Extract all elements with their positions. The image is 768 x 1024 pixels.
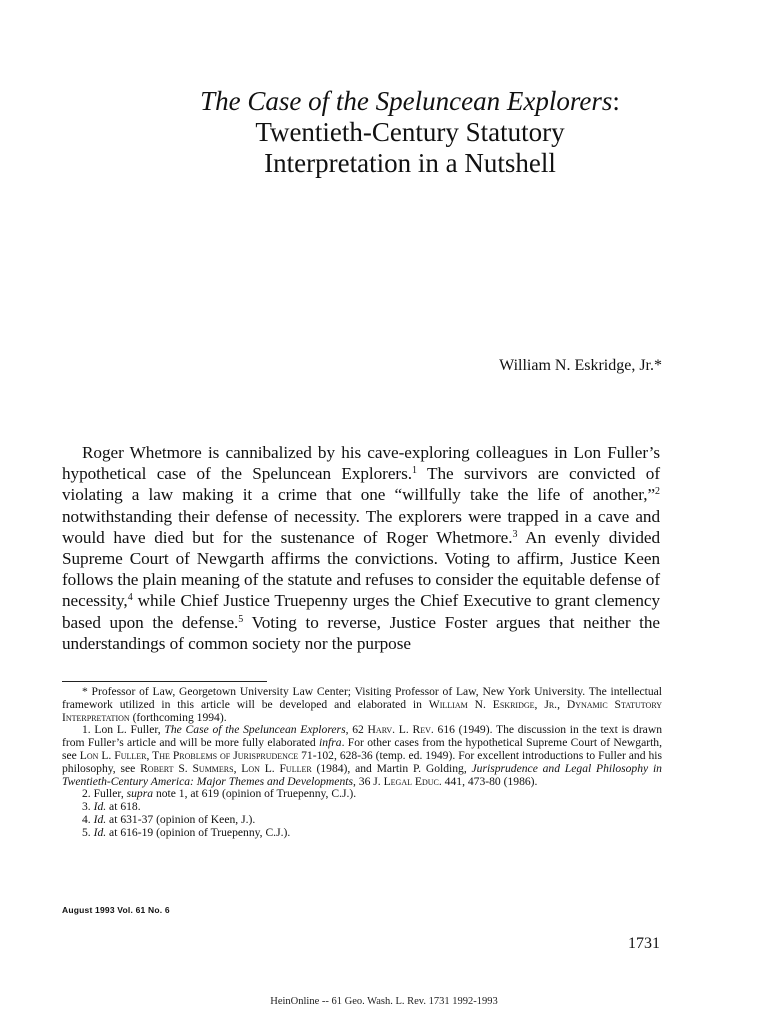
footnote-ref[interactable]: 1 xyxy=(412,465,417,477)
body-paragraph: Roger Whetmore is cannibalized by his cave-exploring colleagues in Lon Fuller’s hypothetical case of the Speluncean Explorers.$^1$ The survivors are convicted of violating a law making it a crime that one “willfully take the life of another,”$^2$ notwithstanding their defense of necessity. The explorers were trapped in a cave and would have died but for the sustenance of Roger Whetmore.$^3$ An evenly divided Supreme Court of Newgarth affirms the convictions. Voting to affirm, Justice Keen follows the plain meaning of the statute and refuses to consider the equitable defense of necessity,$^4$ while Chief Justice Truepenny urges the Chief Executive to grant clemency based upon the defense.$^5$ Voting to reverse, Justice Foster argues that neither the understandings of common society nor the purpose xyxy=(62,443,661,653)
page-number: 1731 xyxy=(628,935,660,952)
issue-info: August 1993 Vol. 61 No. 6 xyxy=(62,905,170,915)
title-line-1: The Case of the Speluncean Explorers: xyxy=(200,86,620,116)
article-title xyxy=(150,86,670,179)
footnote-1: 1. Lon L. Fuller, The Case of the Speluncean Explorers, 62 Harv. L. Rev. 616 (1949). The discussion in the text is drawn from Fuller’s article and will be more fully elaborated infra. For other cases from the hypothetical Supreme Court of Newgarth, see Lon L. Fuller, The Problems of Jurisprudence 71-102, 628-36 (temp. ed. 1949). For excellent introductions to Fuller and his philosophy, see Robert S. Summers, Lon L. Fuller (1984), and Martin P. Golding, Jurisprudence and Legal Philosophy in Twentieth-Century America: Major Themes and Developments, 36 J. Legal Educ. 441, 473-80 (1986). xyxy=(62,723,663,788)
footnote-ref[interactable]: 5 xyxy=(238,613,244,625)
title-line-2: Twentieth-Century Statutory xyxy=(255,117,565,147)
author-name: William N. Eskridge, Jr.* xyxy=(499,357,662,374)
footnote-ref[interactable]: 3 xyxy=(512,528,518,540)
article-body xyxy=(62,442,660,654)
footnote-star: * Professor of Law, Georgetown University Law Center; Visiting Professor of Law, New York University. The intellectual framework utilized in this article will be developed and elaborated in William N. Eskridge, Jr., Dynamic Statutory Interpretation (forthcoming 1994). xyxy=(62,685,662,724)
footnote-2: 2. Fuller, supra note 1, at 619 (opinion of Truepenny, C.J.). xyxy=(82,787,357,801)
hein-footer: HeinOnline -- 61 Geo. Wash. L. Rev. 1731 1992-1993 xyxy=(270,996,498,1007)
title-line-3: Interpretation in a Nutshell xyxy=(264,148,556,178)
footnote-5: 5. Id. at 616-19 (opinion of Truepenny, C.J.). xyxy=(82,825,291,839)
footnotes xyxy=(62,686,662,840)
footnote-ref[interactable]: 4 xyxy=(127,592,133,604)
footnote-ref[interactable]: 2 xyxy=(655,486,660,498)
footnote-4: 4. Id. at 631-37 (opinion of Keen, J.). xyxy=(82,812,256,826)
footnote-3: 3. Id. at 618. xyxy=(82,800,141,814)
footnote-divider xyxy=(62,681,267,682)
